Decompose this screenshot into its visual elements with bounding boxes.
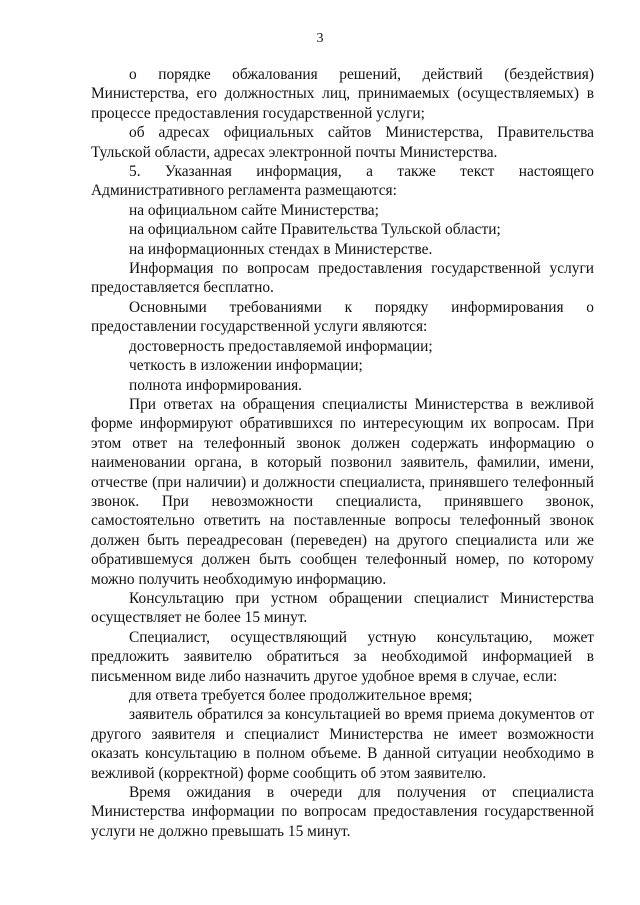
- paragraph-phone-answers: При ответах на обращения специалисты Министерства в вежливой форме информируют обратившихся по интересующим их вопросам. При этом ответ на телефонный звонок должен содержать информацию о наименовании органа, в который позвонил заявитель, фамилии, имени, отчестве (при наличии) и должности специалиста, принявшего телефонный звонок. При невозможности специалиста, принявшего звонок, самостоятельно ответить на поставленные вопросы телефонный звонок должен быть переадресован (переведен) на другого специалиста или же обратившемуся должен быть сообщен телефонный номер, по которому можно получить необходимую информацию.: [91, 395, 594, 588]
- paragraph-consultation-duration: Консультацию при устном обращении специалист Министерства осуществляет не более 15 минут.: [91, 589, 594, 627]
- list-item-clarity: четкость в изложении информации;: [129, 357, 363, 375]
- list-item-info-stands: на информационных стендах в Министерстве.: [129, 240, 433, 258]
- list-item-busy-specialist: заявитель обратился за консультацией во время приема документов от другого заявителя и специалист Министерства не имеет возможности оказать консультацию в полном объеме. В данной ситуации необходимо в вежливой (корректной) форме сообщить об этом заявителю.: [91, 706, 594, 782]
- paragraph-placement-intro: 5. Указанная информация, а также текст настоящего Административного регламента размещаются:: [91, 163, 594, 200]
- list-item-reliability: достоверность предоставляемой информации;: [129, 337, 433, 355]
- paragraph-free-information: Информация по вопросам предоставления государственной услуги предоставляется бесплатно.: [91, 260, 594, 297]
- list-item-ministry-site: на официальном сайте Министерства;: [129, 201, 379, 219]
- page-number: 3: [316, 31, 324, 46]
- paragraph-website-addresses: об адресах официальных сайтов Министерства, Правительства Тульской области, адресах электронной почты Министерства.: [91, 124, 594, 161]
- paragraph-written-consultation: Специалист, осуществляющий устную консультацию, может предложить заявителю обратиться за необходимой информацией в письменном виде либо назначить другое удобное время в случае, если:: [91, 628, 594, 685]
- document-body: [91, 65, 594, 841]
- list-item-completeness: полнота информирования.: [129, 376, 302, 394]
- list-item-longer-time: для ответа требуется более продолжительное время;: [129, 687, 473, 704]
- list-item-government-site: на официальном сайте Правительства Тульской области;: [129, 221, 501, 239]
- paragraph-requirements-intro: Основными требованиями к порядку информирования о предоставлении государственной услуги являются:: [91, 298, 594, 336]
- paragraph-appeal-procedure: о порядке обжалования решений, действий (бездействия) Министерства, его должностных лиц, принимаемых (осуществляемых) в процессе предоставления государственной услуги;: [91, 66, 594, 122]
- paragraph-waiting-time: Время ожидания в очереди для получения от специалиста Министерства информации по вопросам предоставления государственной услуги не должно превышать 15 минут.: [91, 784, 594, 840]
